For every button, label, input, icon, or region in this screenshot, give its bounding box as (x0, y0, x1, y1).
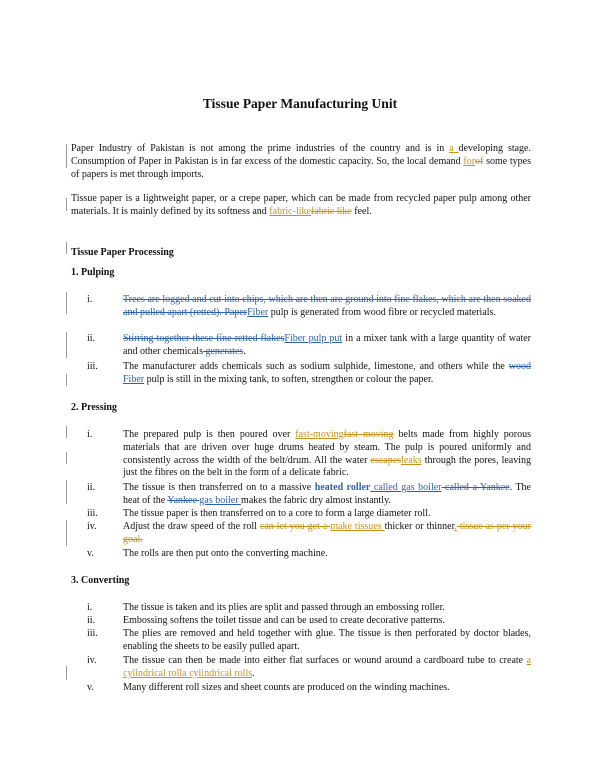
change-bar (66, 332, 67, 358)
text-run: belts made from highly porous materials that are driven over huge drums heated by steam. The pulp is poured uniformly and consistently across the width of the belt/drum. All the water (123, 429, 531, 466)
revision-run: can let you get a (259, 521, 331, 532)
item-text (123, 333, 531, 359)
revision-run: Stirring together these fine retted flakes (123, 333, 285, 344)
revision-run: . (454, 521, 457, 532)
intro-paragraph-1 (71, 143, 531, 181)
revision-run: generates (202, 345, 244, 357)
text-run: . (252, 667, 255, 679)
change-bar (66, 452, 67, 464)
text-run: . The heat of the (123, 482, 531, 506)
item-text (123, 628, 531, 654)
change-bar (66, 374, 67, 386)
revision-run: Trees are logged and cut into chips, which are then are ground into fine flakes, which are then soaked and pulled apart (retted). Paper (123, 294, 531, 318)
text-run: The tissue is then transferred on to a massive (123, 482, 315, 493)
change-bar (66, 520, 67, 546)
revision-run: fast moving (343, 429, 394, 440)
text-run: Tissue paper is a lightweight paper, or a crepe paper, which can be made from recycled paper pulp among other materials. It is mainly defined by its softness and (71, 193, 531, 217)
item-number: ii. (87, 482, 96, 493)
text-run: makes the fabric dry almost instantly. (241, 494, 391, 506)
revision-run: fast-moving (295, 429, 344, 440)
item-number: i. (87, 294, 93, 305)
item-number: iii. (87, 628, 98, 639)
item-text (123, 655, 531, 681)
text-run: Many different roll sizes and sheet counts are produced on the winding machines. (123, 682, 450, 693)
item-number: iv. (87, 521, 97, 532)
text-run: . (243, 345, 246, 357)
revision-run: Fiber (247, 306, 269, 318)
text-run: Embossing softens the toilet tissue and can be used to create decorative patterns. (123, 615, 445, 626)
item-text (123, 508, 531, 521)
text-run: Adjust the draw speed of the roll (123, 521, 260, 532)
pulping-heading: 1. Pulping (71, 267, 115, 278)
text-run: The manufacturer adds chemicals such as sodium sulphide, limestone, and others while the (123, 361, 509, 372)
item-text (123, 521, 531, 547)
converting-heading: 3. Converting (71, 575, 130, 586)
text-run: developing stage. Consumption of Paper in Pakistan is in far excess of the domestic capacity. So, the local demand (71, 143, 532, 167)
section-heading: Tissue Paper Processing (71, 247, 174, 258)
item-text (123, 361, 531, 387)
text-run: through the pores, leaving just the fibres on the belt in the form of a delicate fabric. (123, 454, 531, 479)
change-bar (66, 426, 67, 438)
item-text (123, 548, 531, 561)
item-number: ii. (87, 615, 96, 626)
revision-run: Fiber (123, 373, 145, 385)
item-number: i. (87, 602, 93, 613)
revision-run: called a Yankee (441, 482, 510, 493)
item-number: iii. (87, 361, 98, 372)
item-text (123, 682, 531, 695)
text-run: The tissue can then be made into either flat surfaces or wound around a cardboard tube to create (123, 655, 527, 666)
text-run: The plies are removed and held together with glue. The tissue is then perforated by doctor blades, enabling the sheets to be easily pulled apart. (123, 628, 531, 652)
change-bar (66, 198, 67, 211)
item-number: v. (87, 682, 94, 693)
text-run: The tissue is taken and its plies are split and passed through an embossing roller. (123, 602, 445, 613)
intro-paragraph-2 (71, 193, 531, 219)
revision-run: tissue as per your goal. (123, 521, 531, 545)
revision-run: of (475, 155, 484, 167)
revision-run: leaks (401, 454, 422, 466)
revision-run: escapes (370, 454, 402, 466)
revision-run: Fiber pulp put (284, 333, 343, 344)
text-run: in a mixer tank with a large quantity of water and other chemicals (123, 333, 531, 357)
change-bar (66, 292, 67, 314)
text-run: The prepared pulp is then poured over (123, 429, 296, 440)
item-number: iv. (87, 655, 97, 666)
change-bar (66, 144, 67, 168)
item-number: iii. (87, 508, 98, 519)
text-run: pulp is generated from wood fibre or recycled materials. (268, 306, 496, 318)
text-run: thicker or thinner (384, 521, 455, 532)
item-text (123, 294, 531, 320)
revision-run: called gas boiler (370, 482, 442, 493)
revision-run: wood (508, 361, 531, 372)
item-text (123, 482, 531, 508)
text-run: The rolls are then put onto the converting machine. (123, 548, 328, 559)
change-bar (66, 666, 67, 680)
revision-run: a cylindrical rolla cylindrical rolls (123, 655, 531, 679)
revision-run: for (463, 155, 476, 167)
revision-run: heated roller (314, 482, 371, 493)
item-text (123, 602, 531, 615)
revision-run: make tissues (330, 521, 385, 532)
revision-run: fabric like (310, 205, 352, 217)
item-text (123, 429, 531, 480)
change-bar (66, 242, 67, 254)
text-run: feel. (351, 205, 372, 217)
document-title: Tissue Paper Manufacturing Unit (202, 96, 398, 111)
text-run: The tissue paper is then transferred on to a core to form a large diameter roll. (123, 508, 431, 519)
item-number: ii. (87, 333, 96, 344)
item-number: i. (87, 429, 93, 440)
revision-run: gas boiler (199, 494, 242, 506)
revision-run: fabric-like (269, 205, 311, 217)
change-bar (66, 480, 67, 504)
text-run: some types of papers is met through imports. (71, 155, 532, 180)
item-text (123, 615, 531, 628)
text-run: Paper Industry of Pakistan is not among the prime industries of the country and is in (71, 143, 450, 154)
revision-run: Yankee (167, 494, 200, 506)
item-number: v. (87, 548, 94, 559)
pressing-heading: 2. Pressing (71, 402, 117, 413)
revision-run: a (449, 143, 459, 154)
text-run: pulp is still in the mixing tank, to soften, strengthen or colour the paper. (144, 373, 434, 385)
